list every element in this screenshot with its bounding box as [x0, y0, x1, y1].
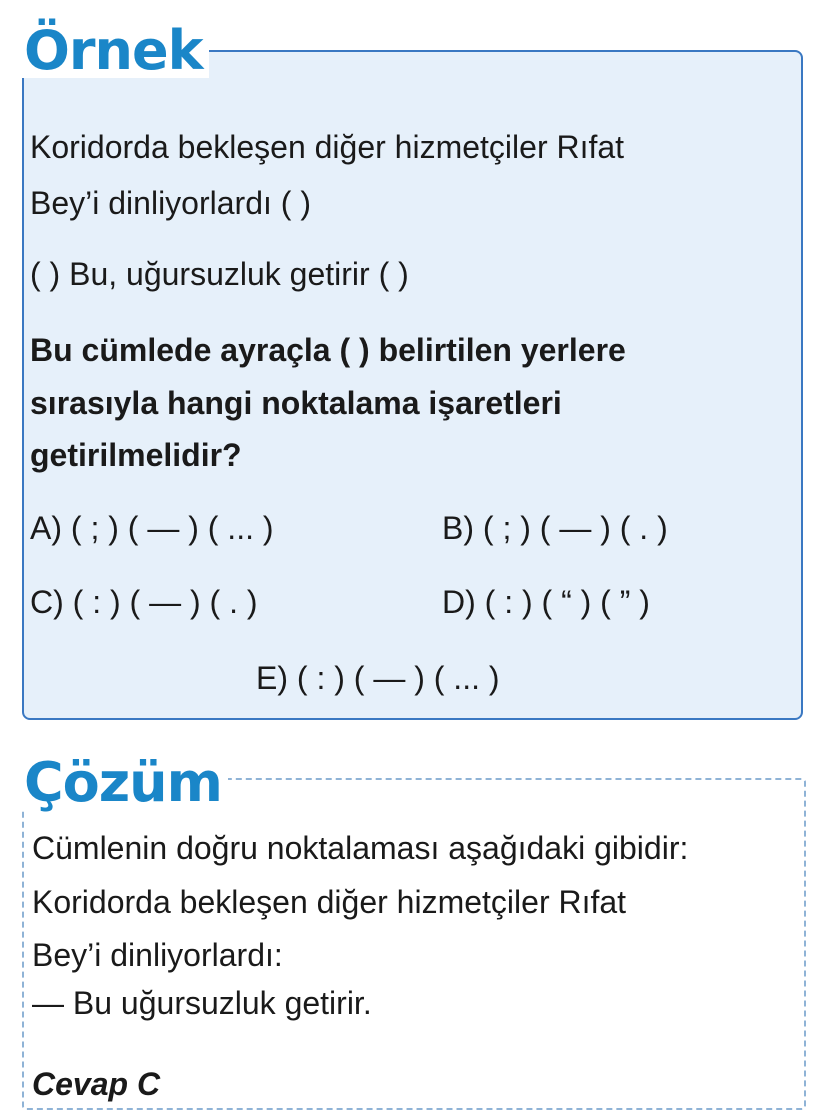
- option-d[interactable]: D) ( : ) ( “ ) ( ” ): [442, 584, 650, 620]
- option-c[interactable]: C) ( : ) ( — ) ( . ): [30, 584, 258, 620]
- option-a[interactable]: A) ( ; ) ( — ) ( ... ): [30, 510, 274, 546]
- question-line: sırasıyla hangi noktalama işaretleri: [30, 385, 562, 421]
- option-e[interactable]: E) ( : ) ( — ) ( ... ): [256, 660, 500, 696]
- example-text-line: Koridorda bekleşen diğer hizmetçiler Rıfat: [30, 129, 625, 165]
- example-text-line: Bey’i dinliyorlardı ( ): [30, 185, 311, 221]
- solution-line: Bey’i dinliyorlardı:: [32, 937, 283, 973]
- solution-line: — Bu uğursuzluk getirir.: [32, 985, 372, 1021]
- example-title: Örnek: [20, 24, 209, 78]
- solution-line: Koridorda bekleşen diğer hizmetçiler Rıfat: [32, 884, 627, 920]
- question-line: Bu cümlede ayraçla ( ) belirtilen yerlere: [30, 332, 626, 368]
- example-text-line: ( ) Bu, uğursuzluk getirir ( ): [30, 256, 409, 292]
- solution-line: Cümlenin doğru noktalaması aşağıdaki gibidir:: [32, 830, 689, 866]
- option-b[interactable]: B) ( ; ) ( — ) ( . ): [442, 510, 668, 546]
- answer-label: Cevap C: [32, 1066, 161, 1102]
- solution-title: Çözüm: [20, 756, 228, 810]
- question-line: getirilmelidir?: [30, 437, 242, 473]
